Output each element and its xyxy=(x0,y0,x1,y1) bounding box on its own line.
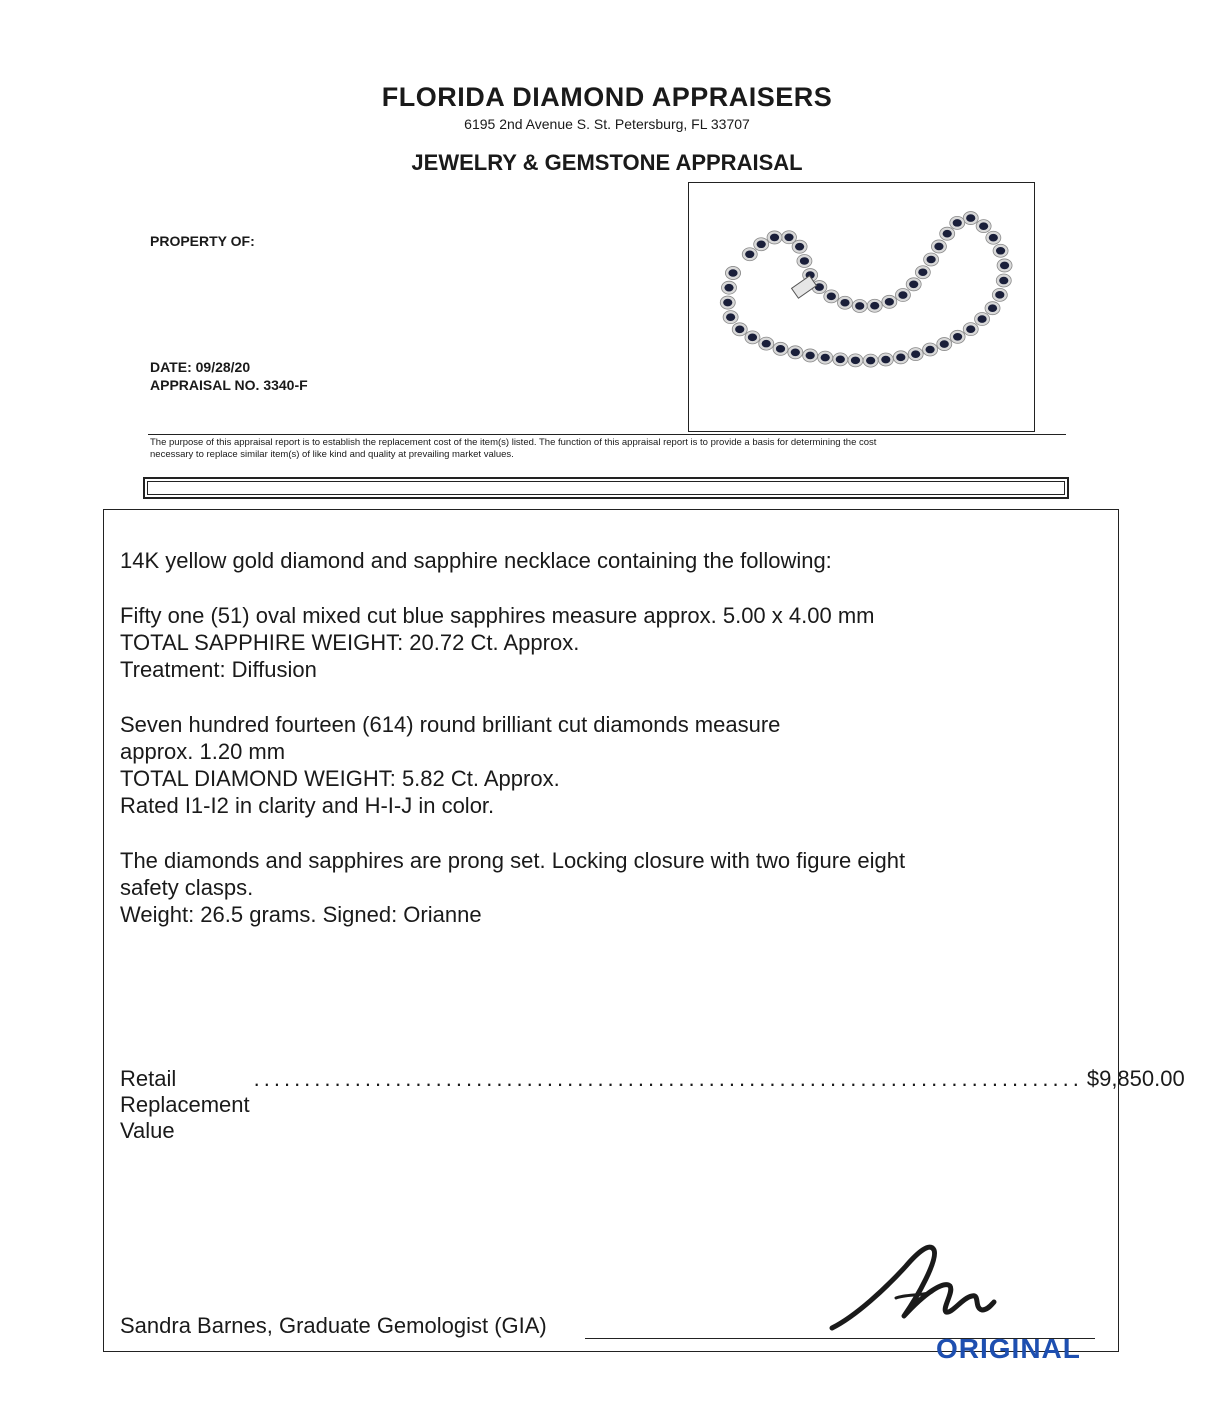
necklace-stone xyxy=(908,348,923,361)
handwritten-signature xyxy=(826,1236,996,1336)
sapphire-stone xyxy=(728,269,737,277)
necklace-stone xyxy=(867,299,882,312)
necklace-stone xyxy=(773,342,788,355)
sapphire-stone xyxy=(724,284,733,292)
necklace-stone xyxy=(893,351,908,364)
company-address: 6195 2nd Avenue S. St. Petersburg, FL 33707 xyxy=(464,116,750,132)
setting-line-2: safety clasps. xyxy=(120,875,254,900)
necklace-stone xyxy=(992,288,1007,301)
necklace-stone xyxy=(997,259,1012,272)
sapphire-stone xyxy=(934,243,943,251)
necklace-stone xyxy=(818,351,833,364)
sapphire-stone xyxy=(723,299,732,307)
necklace-illustration xyxy=(689,183,1033,430)
necklace-stone xyxy=(745,331,760,344)
necklace-stone xyxy=(759,337,774,350)
sapphire-stone xyxy=(776,345,785,353)
document-title: JEWELRY & GEMSTONE APPRAISAL xyxy=(411,150,803,175)
disclaimer-line-2: necessary to replace similar item(s) of like kind and quality at prevailing market values. xyxy=(150,449,514,460)
sapphire-stone xyxy=(770,234,779,242)
sapphire-stone xyxy=(995,291,1004,299)
sapphire-stone xyxy=(940,340,949,348)
necklace-stone xyxy=(722,281,737,294)
sapphire-line-3: Treatment: Diffusion xyxy=(120,657,317,682)
necklace-stone xyxy=(986,231,1001,244)
necklace-stone xyxy=(985,302,1000,315)
necklace-stone xyxy=(937,338,952,351)
diamond-line-1: Seven hundred fourteen (614) round brilliant cut diamonds measure xyxy=(120,712,781,737)
sapphire-stone xyxy=(979,222,988,230)
property-of-label: PROPERTY OF: xyxy=(150,233,255,249)
necklace-stone xyxy=(993,244,1008,257)
sapphire-stone xyxy=(791,349,800,357)
sapphire-stone xyxy=(989,234,998,242)
sapphire-stone xyxy=(800,257,809,265)
necklace-stone xyxy=(720,296,735,309)
necklace-stone xyxy=(848,354,863,367)
necklace-stone xyxy=(915,266,930,279)
retail-value-amount: $9,850.00 xyxy=(1086,1066,1185,1091)
setting-line-3: Weight: 26.5 grams. Signed: Orianne xyxy=(120,902,482,927)
diamond-section xyxy=(120,711,780,819)
necklace-stone xyxy=(833,353,848,366)
setting-section xyxy=(120,847,905,928)
sapphire-stone xyxy=(726,313,735,321)
diamond-line-3: TOTAL DIAMOND WEIGHT: 5.82 Ct. Approx. xyxy=(120,766,560,791)
date-row xyxy=(150,359,250,375)
necklace-stone xyxy=(726,267,741,280)
diamond-line-2: approx. 1.20 mm xyxy=(120,739,286,764)
sapphire-stone xyxy=(918,268,927,276)
sapphire-stone xyxy=(953,219,962,227)
necklace-stone xyxy=(824,290,839,303)
necklace-stone xyxy=(996,274,1011,287)
sapphire-stone xyxy=(866,357,875,365)
sapphire-stone xyxy=(855,302,864,310)
sapphire-stone xyxy=(977,315,986,323)
sapphire-stone xyxy=(885,298,894,306)
sapphire-stone xyxy=(840,299,849,307)
necklace-stone xyxy=(788,346,803,359)
necklace-photo xyxy=(688,182,1035,432)
necklace-stone xyxy=(852,299,867,312)
retail-value-row xyxy=(120,1066,1185,1144)
disclaimer-line-1: The purpose of this appraisal report is to establish the replacement cost of the item(s) listed. The function of this appraisal report is to provide a basis for determining the cost xyxy=(150,437,877,448)
necklace-stone xyxy=(754,238,769,251)
sapphire-stone xyxy=(757,240,766,248)
sapphire-stone xyxy=(898,291,907,299)
necklace-stone xyxy=(781,231,796,244)
sapphire-stone xyxy=(925,346,934,354)
sapphire-stone xyxy=(870,302,879,310)
sapphire-stone xyxy=(988,304,997,312)
appraisal-number-value: 3340-F xyxy=(263,377,308,393)
sapphire-stone xyxy=(966,325,975,333)
sapphire-section xyxy=(120,602,874,683)
necklace-stone xyxy=(931,240,946,253)
necklace-stone xyxy=(803,349,818,362)
sapphire-stone xyxy=(762,340,771,348)
necklace-stone xyxy=(837,296,852,309)
necklace-stone xyxy=(963,212,978,225)
necklace-stone xyxy=(924,253,939,266)
appraisal-number-label: APPRAISAL NO. xyxy=(150,377,260,393)
sapphire-stone xyxy=(821,354,830,362)
leader-dots: .................................................................................. xyxy=(253,1066,1083,1091)
sapphire-stone xyxy=(745,250,754,258)
sapphire-stone xyxy=(909,281,918,289)
sapphire-stone xyxy=(996,247,1005,255)
sapphire-stone xyxy=(911,350,920,358)
sapphire-stone xyxy=(851,357,860,365)
sapphire-stone xyxy=(748,334,757,342)
necklace-stone xyxy=(723,311,738,324)
necklace-stone xyxy=(732,323,747,336)
necklace-stone xyxy=(923,343,938,356)
date-value: 09/28/20 xyxy=(195,359,251,375)
necklace-stone xyxy=(975,313,990,326)
sapphire-stone xyxy=(881,356,890,364)
diamond-line-4: Rated I1-I2 in clarity and H-I-J in color. xyxy=(120,793,495,818)
appraisal-number-row xyxy=(150,377,308,393)
necklace-stone xyxy=(882,295,897,308)
necklace-stone xyxy=(940,227,955,240)
company-name: FLORIDA DIAMOND APPRAISERS xyxy=(381,82,833,112)
sapphire-stone xyxy=(943,230,952,238)
description-intro: 14K yellow gold diamond and sapphire necklace containing the following: xyxy=(120,548,832,573)
sapphire-stone xyxy=(827,293,836,301)
necklace-stone xyxy=(963,323,978,336)
sapphire-stone xyxy=(735,326,744,334)
setting-line-1: The diamonds and sapphires are prong set. Locking closure with two figure eight xyxy=(120,848,906,873)
necklace-stone xyxy=(878,353,893,366)
necklace-stone xyxy=(976,220,991,233)
retail-value-label: Retail Replacement Value xyxy=(120,1066,250,1143)
sapphire-stone xyxy=(927,256,936,264)
sapphire-stone xyxy=(806,352,815,360)
sapphire-stone xyxy=(784,233,793,241)
original-stamp: ORIGINAL xyxy=(936,1333,1081,1364)
date-label: DATE: xyxy=(150,359,192,375)
necklace-stone xyxy=(767,231,782,244)
sapphire-line-2: TOTAL SAPPHIRE WEIGHT: 20.72 Ct. Approx. xyxy=(120,630,580,655)
sapphire-stone xyxy=(1000,262,1009,270)
sapphire-line-1: Fifty one (51) oval mixed cut blue sapphires measure approx. 5.00 x 4.00 mm xyxy=(120,603,875,628)
disclaimer-divider xyxy=(148,434,1066,435)
necklace-stone xyxy=(797,254,812,267)
decorative-double-bar xyxy=(143,477,1069,499)
sapphire-stone xyxy=(795,243,804,251)
sapphire-stone xyxy=(953,333,962,341)
necklace-stone xyxy=(950,216,965,229)
necklace-stone xyxy=(906,278,921,291)
sapphire-stone xyxy=(836,356,845,364)
necklace-stone xyxy=(863,354,878,367)
appraiser-name: Sandra Barnes, Graduate Gemologist (GIA) xyxy=(120,1313,547,1338)
necklace-stone xyxy=(895,289,910,302)
sapphire-stone xyxy=(999,277,1008,285)
sapphire-stone xyxy=(896,354,905,362)
sapphire-stone xyxy=(966,214,975,222)
necklace-stone xyxy=(742,248,757,261)
disclaimer xyxy=(150,437,1080,461)
necklace-stone xyxy=(950,330,965,343)
